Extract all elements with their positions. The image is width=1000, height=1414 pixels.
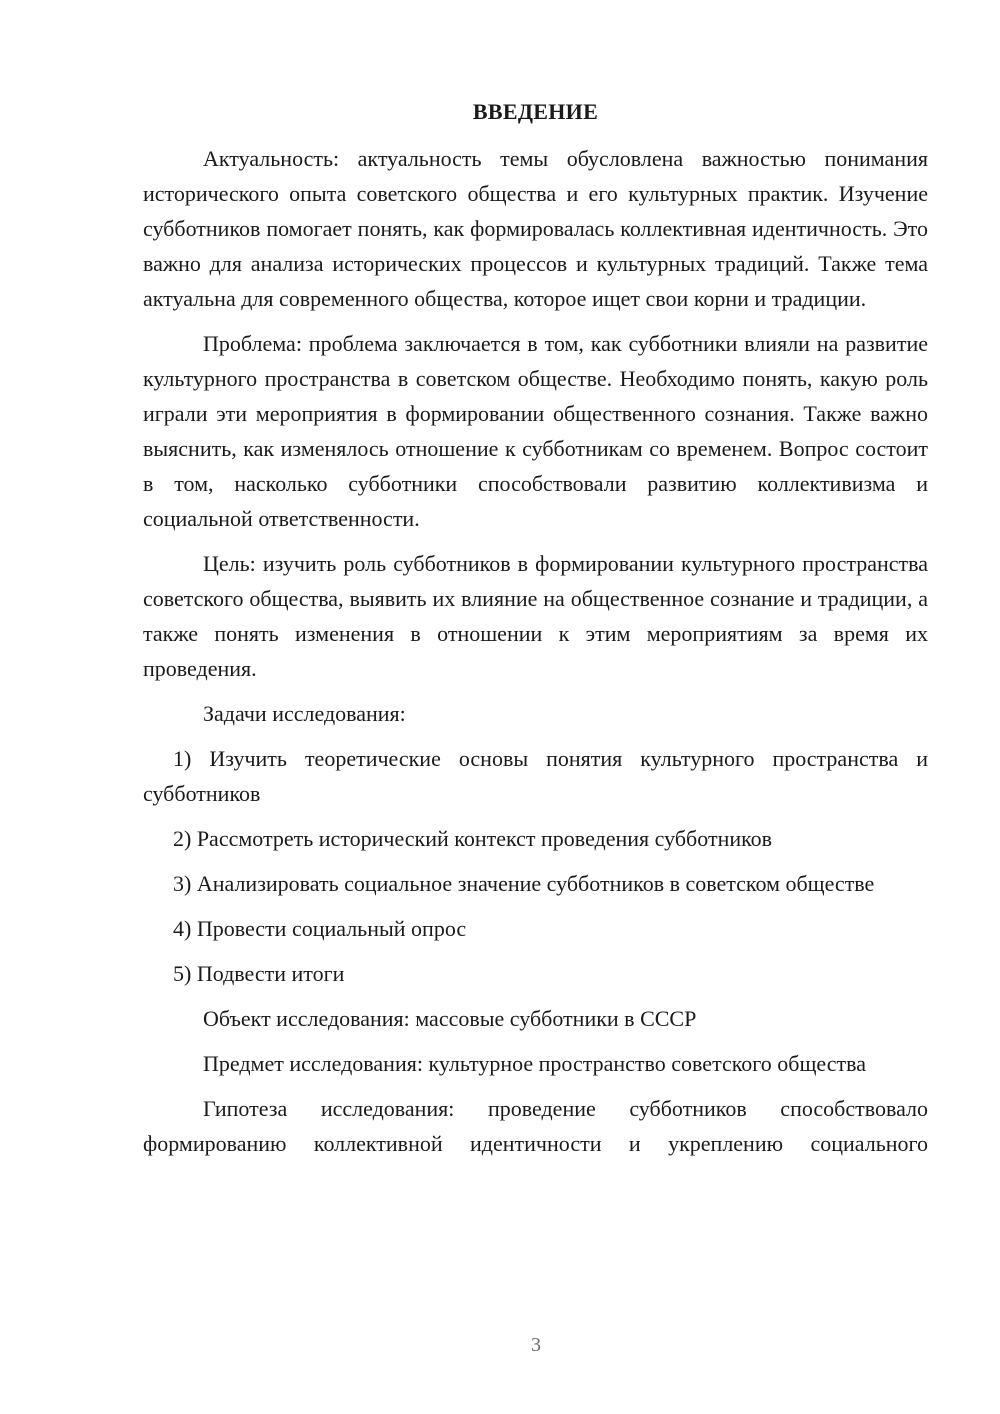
page-number: 3 — [531, 1334, 541, 1356]
goal-paragraph: Цель: изучить роль субботников в формировании культурного пространства советского общества, выявить их влияние на общественное сознание и традиции, а также понять изменения в отношении к этим мероприятиям за время их проведения. — [143, 551, 928, 681]
hypothesis-paragraph: Гипотеза исследования: проведение субботников способствовало формированию коллективной идентичности и укреплению социального — [143, 1096, 928, 1156]
relevance-paragraph: Актуальность: актуальность темы обусловлена важностью понимания исторического опыта советского общества и его культурных практик. Изучение субботников помогает понять, как формировалась коллективная идентичность. Это важно для анализа исторических процессов и культурных традиций. Также тема актуальна для современного общества, которое ищет свои корни и традиции. — [143, 146, 928, 311]
task-item-5: 5) Подвести итоги — [173, 961, 345, 986]
task-item-3: 3) Анализировать социальное значение субботников в советском обществе — [173, 871, 875, 896]
page-content — [143, 94, 928, 1171]
task-item-2: 2) Рассмотреть исторический контекст проведения субботников — [173, 826, 773, 851]
task-item-1: 1) Изучить теоретические основы понятия культурного пространства и субботников — [143, 746, 928, 806]
problem-paragraph: Проблема: проблема заключается в том, как субботники влияли на развитие культурного пространства в советском обществе. Необходимо понять, какую роль играли эти мероприятия в формировании общественного сознания. Также важно выяснить, как изменялось отношение к субботникам со временем. Вопрос состоит в том, насколько субботники способствовали развитию коллективизма и социальной ответственности. — [143, 331, 928, 531]
section-heading: ВВЕДЕНИЕ — [472, 99, 599, 124]
task-item-4: 4) Провести социальный опрос — [173, 916, 467, 941]
subject-paragraph: Предмет исследования: культурное пространство советского общества — [203, 1051, 866, 1076]
tasks-heading: Задачи исследования: — [203, 701, 406, 726]
object-paragraph: Объект исследования: массовые субботники в СССР — [203, 1006, 697, 1031]
